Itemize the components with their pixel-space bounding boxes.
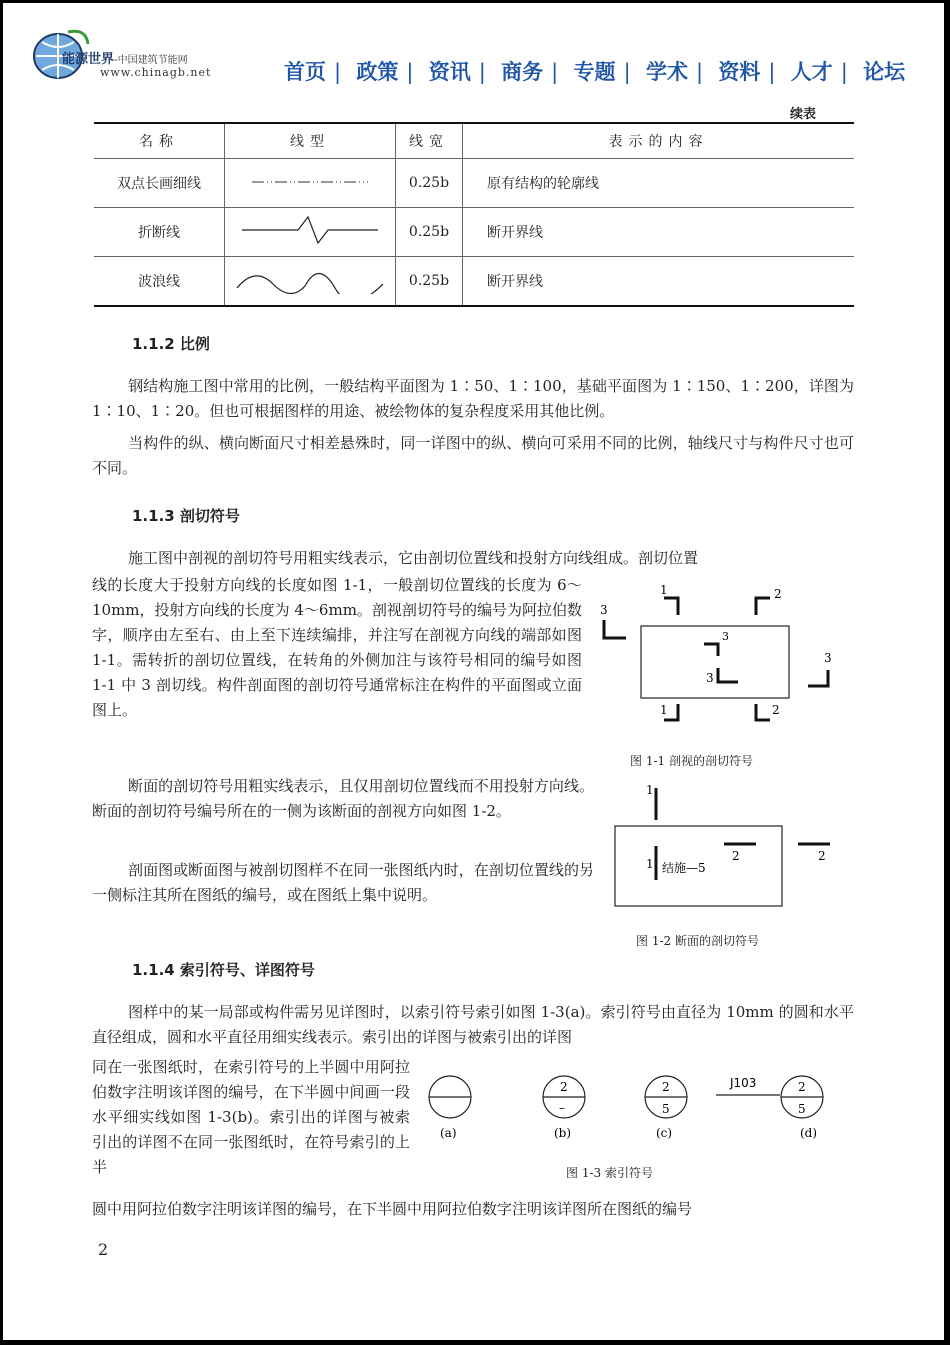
nav-policy[interactable]: 政策 xyxy=(356,60,399,84)
page-border-right xyxy=(944,0,950,1345)
site-name-main: 能源世界 xyxy=(62,52,115,67)
paragraph xyxy=(92,431,854,481)
paragraph xyxy=(92,573,582,723)
paragraph-text: 当构件的纵、横向断面尺寸相差悬殊时，同一详图中的纵、横向可采用不同的比例，轴线尺寸与构件尺寸也可不同。 xyxy=(92,434,854,477)
fig1-label-2: 2 xyxy=(774,587,782,601)
fig2-drawing-ref: 结施—5 xyxy=(662,861,706,875)
fig2-label-1b: 1 xyxy=(646,857,654,871)
fig1-label-3d: 3 xyxy=(824,651,832,665)
paragraph xyxy=(92,546,854,571)
fig3-label-d: (d) xyxy=(800,1126,818,1140)
paragraph-text: 线的长度大于投射方向线的长度如图 1-1，一般剖切位置线的长度为 6～10mm，投射方向线的长度为 4～6mm。剖视剖切符号的编号为阿拉伯数字，顺序由左至右、由上至下连续编排，并注写在剖视方向线的端部如图 1-1。需转折的剖切位置线，在转角的外侧加注与该符号相同的编号如图 1-1 中 3 剖切线。构件剖面图的剖切符号通常标注在构件的平面图或立面图上。 xyxy=(92,576,582,719)
cell-width: 0.25b xyxy=(396,159,463,208)
page-border-bottom xyxy=(0,1340,950,1345)
paragraph-text: 钢结构施工图中常用的比例，一般结构平面图为 1∶50、1∶100，基础平面图为 1∶150、1∶200，详图为 1∶10、1∶20。但也可根据图样的用途、被绘物体的复杂程度采用其他比例。 xyxy=(92,377,854,420)
paragraph-text: 断面的剖切符号用粗实线表示，且仅用剖切位置线而不用投射方向线。断面的剖切符号编号所在的一侧为该断面的剖视方向如图 1-2。 xyxy=(92,777,594,820)
figure-1-3 xyxy=(420,1065,850,1145)
col-header-desc: 表示的内容 xyxy=(463,123,855,159)
cell-desc: 断开界线 xyxy=(463,208,855,257)
wave-line-icon xyxy=(235,264,385,294)
figure-1-1 xyxy=(596,578,842,728)
site-name xyxy=(62,48,188,67)
cell-line-sample xyxy=(225,159,396,208)
cell-line-sample xyxy=(225,208,396,257)
cell-line-sample xyxy=(225,257,396,307)
double-dot-dash-line-icon xyxy=(250,177,370,187)
nav-home[interactable]: 首页 xyxy=(284,60,326,84)
paragraph xyxy=(92,858,594,908)
site-name-sub: -中国建筑节能网 xyxy=(114,55,188,66)
col-header-name: 名称 xyxy=(94,123,225,159)
fig3-d-code: J103 xyxy=(730,1076,757,1090)
break-line-icon xyxy=(240,215,380,245)
page-number: 2 xyxy=(98,1240,109,1259)
fig3-label-a: (a) xyxy=(440,1126,457,1140)
paragraph xyxy=(92,774,594,824)
table-header-row xyxy=(94,123,854,159)
figure-1-1-caption: 图 1-1 剖视的剖切符号 xyxy=(630,754,753,768)
nav-news[interactable]: 资讯 xyxy=(428,60,471,84)
cell-desc: 原有结构的轮廓线 xyxy=(463,159,855,208)
table-row xyxy=(94,208,854,257)
nav-academic[interactable]: 学术 xyxy=(645,60,688,84)
table-continued-label: 续表 xyxy=(790,107,817,122)
line-type-table xyxy=(94,122,854,307)
fig2-label-1a: 1 xyxy=(646,783,654,797)
fig1-label-2b: 2 xyxy=(772,703,780,717)
figure-1-3-caption: 图 1-3 索引符号 xyxy=(566,1166,653,1180)
fig1-label-3b: 3 xyxy=(722,630,729,643)
page-border-left xyxy=(0,0,3,1345)
fig1-label-3c: 3 xyxy=(706,671,714,685)
table-row xyxy=(94,257,854,307)
heading-1-1-2: 1.1.2 比例 xyxy=(132,335,210,353)
nav-talent[interactable]: 人才 xyxy=(790,60,833,84)
fig3-d-top: 2 xyxy=(798,1080,806,1094)
paragraph-text: 剖面图或断面图与被剖切图样不在同一张图纸内时，在剖切位置线的另一侧标注其所在图纸的编号，或在图纸上集中说明。 xyxy=(92,861,594,904)
fig2-label-2b: 2 xyxy=(818,849,826,863)
cell-name: 波浪线 xyxy=(94,257,225,307)
nav-forum[interactable]: 论坛 xyxy=(863,60,906,84)
site-url[interactable]: www.chinagb.net xyxy=(100,66,212,79)
fig1-label-1: 1 xyxy=(660,583,668,597)
paragraph xyxy=(92,1055,410,1180)
paragraph-text: 图样中的某一局部或构件需另见详图时，以索引符号索引如图 1-3(a)。索引符号由直径为 10mm 的圆和水平直径组成，圆和水平直径用细实线表示。索引出的详图与被索引出的详图 xyxy=(92,1003,854,1046)
cell-name: 折断线 xyxy=(94,208,225,257)
figure-1-2 xyxy=(610,780,850,910)
page-border-top xyxy=(0,0,950,3)
fig3-label-c: (c) xyxy=(656,1126,673,1140)
table-row xyxy=(94,159,854,208)
col-header-line: 线型 xyxy=(225,123,396,159)
fig3-b-bottom: – xyxy=(559,1101,565,1115)
col-header-width: 线宽 xyxy=(396,123,463,159)
main-nav: 首页 | 政策 | 资讯 | 商务 | 专题 | 学术 | 资料 | 人才 | 论坛 xyxy=(284,60,906,84)
nav-business[interactable]: 商务 xyxy=(501,60,544,84)
fig2-label-2a: 2 xyxy=(732,849,740,863)
fig3-label-b: (b) xyxy=(554,1126,572,1140)
cell-desc: 断开界线 xyxy=(463,257,855,307)
nav-resources[interactable]: 资料 xyxy=(718,60,761,84)
paragraph xyxy=(92,1197,854,1222)
heading-1-1-4: 1.1.4 索引符号、详图符号 xyxy=(132,961,315,979)
paragraph xyxy=(92,374,854,424)
nav-topics[interactable]: 专题 xyxy=(573,60,616,84)
cell-width: 0.25b xyxy=(396,257,463,307)
fig3-b-top: 2 xyxy=(560,1080,568,1094)
fig1-label-1b: 1 xyxy=(660,703,668,717)
cell-width: 0.25b xyxy=(396,208,463,257)
paragraph-text: 同在一张图纸时，在索引符号的上半圆中用阿拉伯数字注明该详图的编号，在下半圆中间画一段水平细实线如图 1-3(b)。索引出的详图与被索引出的详图不在同一张图纸时，在符号索引的上半 xyxy=(92,1058,410,1176)
paragraph-text: 施工图中剖视的剖切符号用粗实线表示，它由剖切位置线和投射方向线组成。剖切位置 xyxy=(128,549,699,567)
figure-1-2-caption: 图 1-2 断面的剖切符号 xyxy=(636,934,759,948)
paragraph xyxy=(92,1000,854,1050)
fig3-c-top: 2 xyxy=(662,1080,670,1094)
fig3-c-bottom: 5 xyxy=(662,1102,670,1116)
fig3-d-bottom: 5 xyxy=(798,1102,806,1116)
paragraph-text: 圆中用阿拉伯数字注明该详图的编号，在下半圆中用阿拉伯数字注明该详图所在图纸的编号 xyxy=(92,1200,693,1218)
fig1-label-3a: 3 xyxy=(600,603,608,617)
cell-name: 双点长画细线 xyxy=(94,159,225,208)
heading-1-1-3: 1.1.3 剖切符号 xyxy=(132,507,240,525)
